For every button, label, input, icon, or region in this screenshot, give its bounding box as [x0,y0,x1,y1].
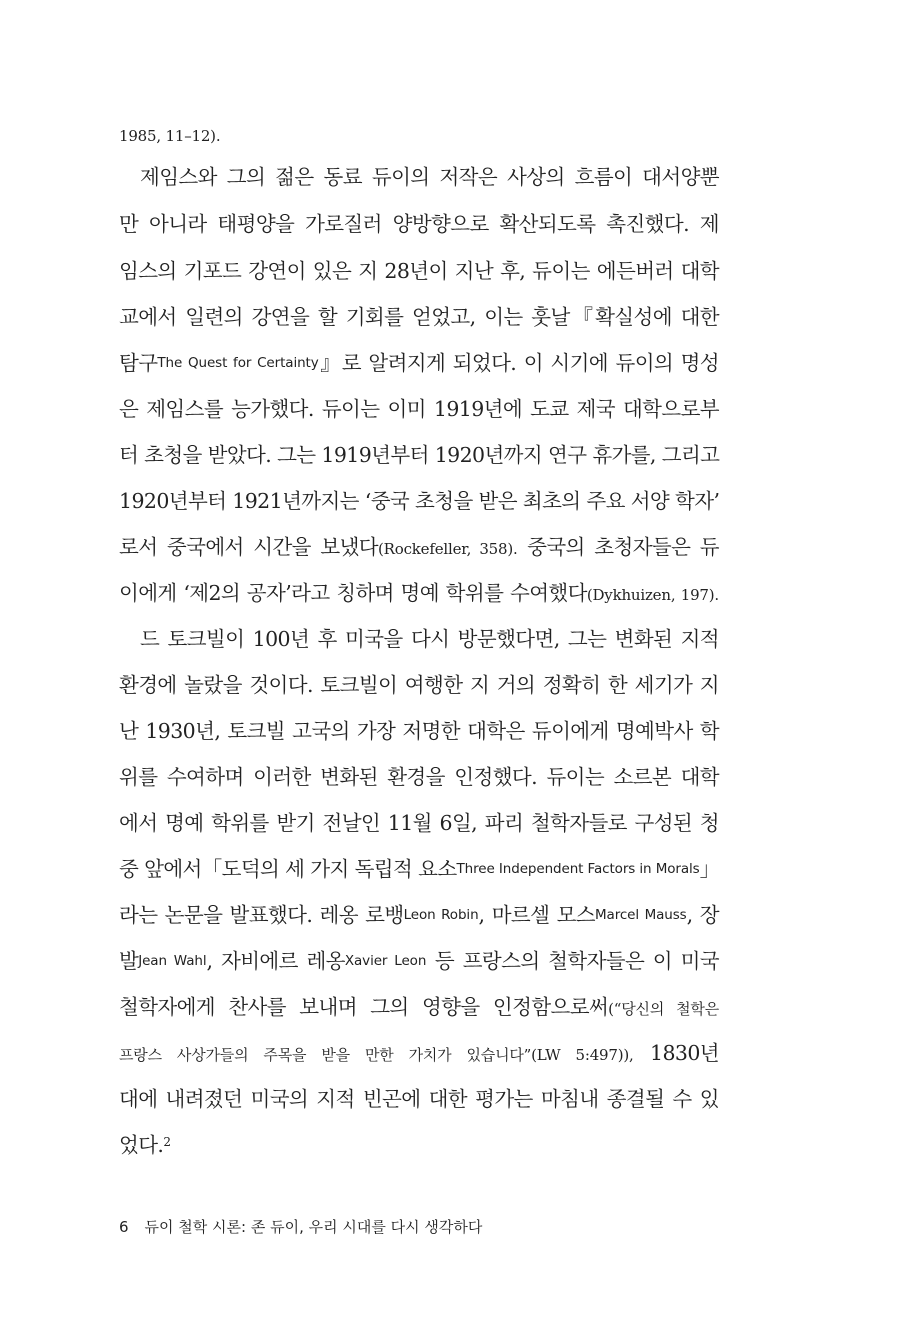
page-footer [119,1216,482,1237]
english-gloss: Marcel Mauss [594,907,687,923]
text-fragment: 철학자에게 찬사를 보내며 그의 영향을 인정함으로써 [119,995,609,1019]
text-fragment: , 마르셀 모스 [478,903,595,927]
text-line: 교에서 일련의 강연을 할 기회를 얻었고, 이는 훗날『확실성에 대한 [119,305,719,329]
text-line: 대에 내려졌던 미국의 지적 빈곤에 대한 평가는 마침내 종결될 수 있 [119,1087,719,1111]
text-line: 환경에 놀랐을 것이다. 토크빌이 여행한 지 거의 정확히 한 세기가 지 [119,673,719,697]
text-line [119,997,719,1018]
footnote-marker: 2 [163,1135,171,1149]
text-line: 만 아니라 태평양을 가로질러 양방향으로 확산되도록 촉진했다. 제 [119,212,719,236]
citation: (Dykhuizen, 197). [586,586,719,604]
text-line: 에서 명예 학위를 받기 전날인 11월 6일, 파리 철학자들로 구성된 청 [119,811,719,835]
text-fragment: 1830년 [633,1041,719,1065]
page-number: 6 [119,1218,129,1236]
quotation-fragment: (“당신의 철학은 [608,1000,719,1018]
text-line [119,537,719,558]
citation-fragment: 1985, 11–12). [119,127,221,145]
text-fragment: , 자비에르 레옹 [206,949,345,973]
text-fragment: 었다. [119,1133,164,1157]
text-line: 난 1930년, 토크빌 고국의 가장 저명한 대학은 듀이에게 명예박사 학 [119,719,719,743]
text-fragment: 」 [699,857,720,881]
text-line [119,353,719,374]
english-gloss: The Quest for Certainty [157,355,319,371]
text-fragment: 』로 알려지게 되었다. 이 시기에 듀이의 명성 [318,351,720,375]
text-fragment: 중 앞에서「도덕의 세 가지 독립적 요소 [119,857,457,881]
text-fragment: 로서 중국에서 시간을 보냈다 [119,535,379,559]
text-fragment: 발 [119,949,139,973]
text-fragment: , 장 [686,903,719,927]
text-fragment: 중국의 초청자들은 듀 [517,535,719,559]
paragraph-1-first-line: 제임스와 그의 젊은 동료 듀이의 저작은 사상의 흐름이 대서양뿐 [140,165,719,189]
text-line: 위를 수여하며 이러한 변화된 환경을 인정했다. 듀이는 소르본 대학 [119,765,719,789]
text-line [119,859,719,880]
paragraph-2-first-line: 드 토크빌이 100년 후 미국을 다시 방문했다면, 그는 변화된 지적 [140,627,719,651]
running-title: 듀이 철학 시론: 존 듀이, 우리 시대를 다시 생각하다 [144,1218,483,1236]
text-fragment: 탐구 [119,351,158,375]
english-gloss: Xavier Leon [344,953,427,969]
text-line: 터 초청을 받았다. 그는 1919년부터 1920년까지 연구 휴가를, 그리고 [119,443,720,467]
english-gloss: Leon Robin [403,907,479,923]
text-line [119,1043,719,1064]
text-line [119,124,719,145]
text-fragment: 등 프랑스의 철학자들은 이 미국 [426,949,719,973]
quotation-fragment: 프랑스 사상가들의 주목을 받을 만한 가치가 있습니다”(LW 5:497)), [119,1046,634,1064]
text-line: 은 제임스를 능가했다. 듀이는 이미 1919년에 도쿄 제국 대학으로부 [119,397,719,421]
text-line [119,905,719,926]
citation: (Rockefeller, 358). [378,540,518,558]
text-fragment: 라는 논문을 발표했다. 레옹 로뱅 [119,903,404,927]
text-fragment: 이에게 ‘제2의 공자’라고 칭하며 명예 학위를 수여했다 [119,581,587,605]
text-line [119,1135,719,1156]
english-gloss: Three Independent Factors in Morals [456,861,700,877]
text-line: 임스의 기포드 강연이 있은 지 28년이 지난 후, 듀이는 에든버러 대학 [119,259,719,283]
text-line: 1920년부터 1921년까지는 ‘중국 초청을 받은 최초의 주요 서양 학자’ [119,489,720,513]
text-line [119,951,719,972]
english-gloss: Jean Wahl [138,953,207,969]
text-line [119,583,719,604]
